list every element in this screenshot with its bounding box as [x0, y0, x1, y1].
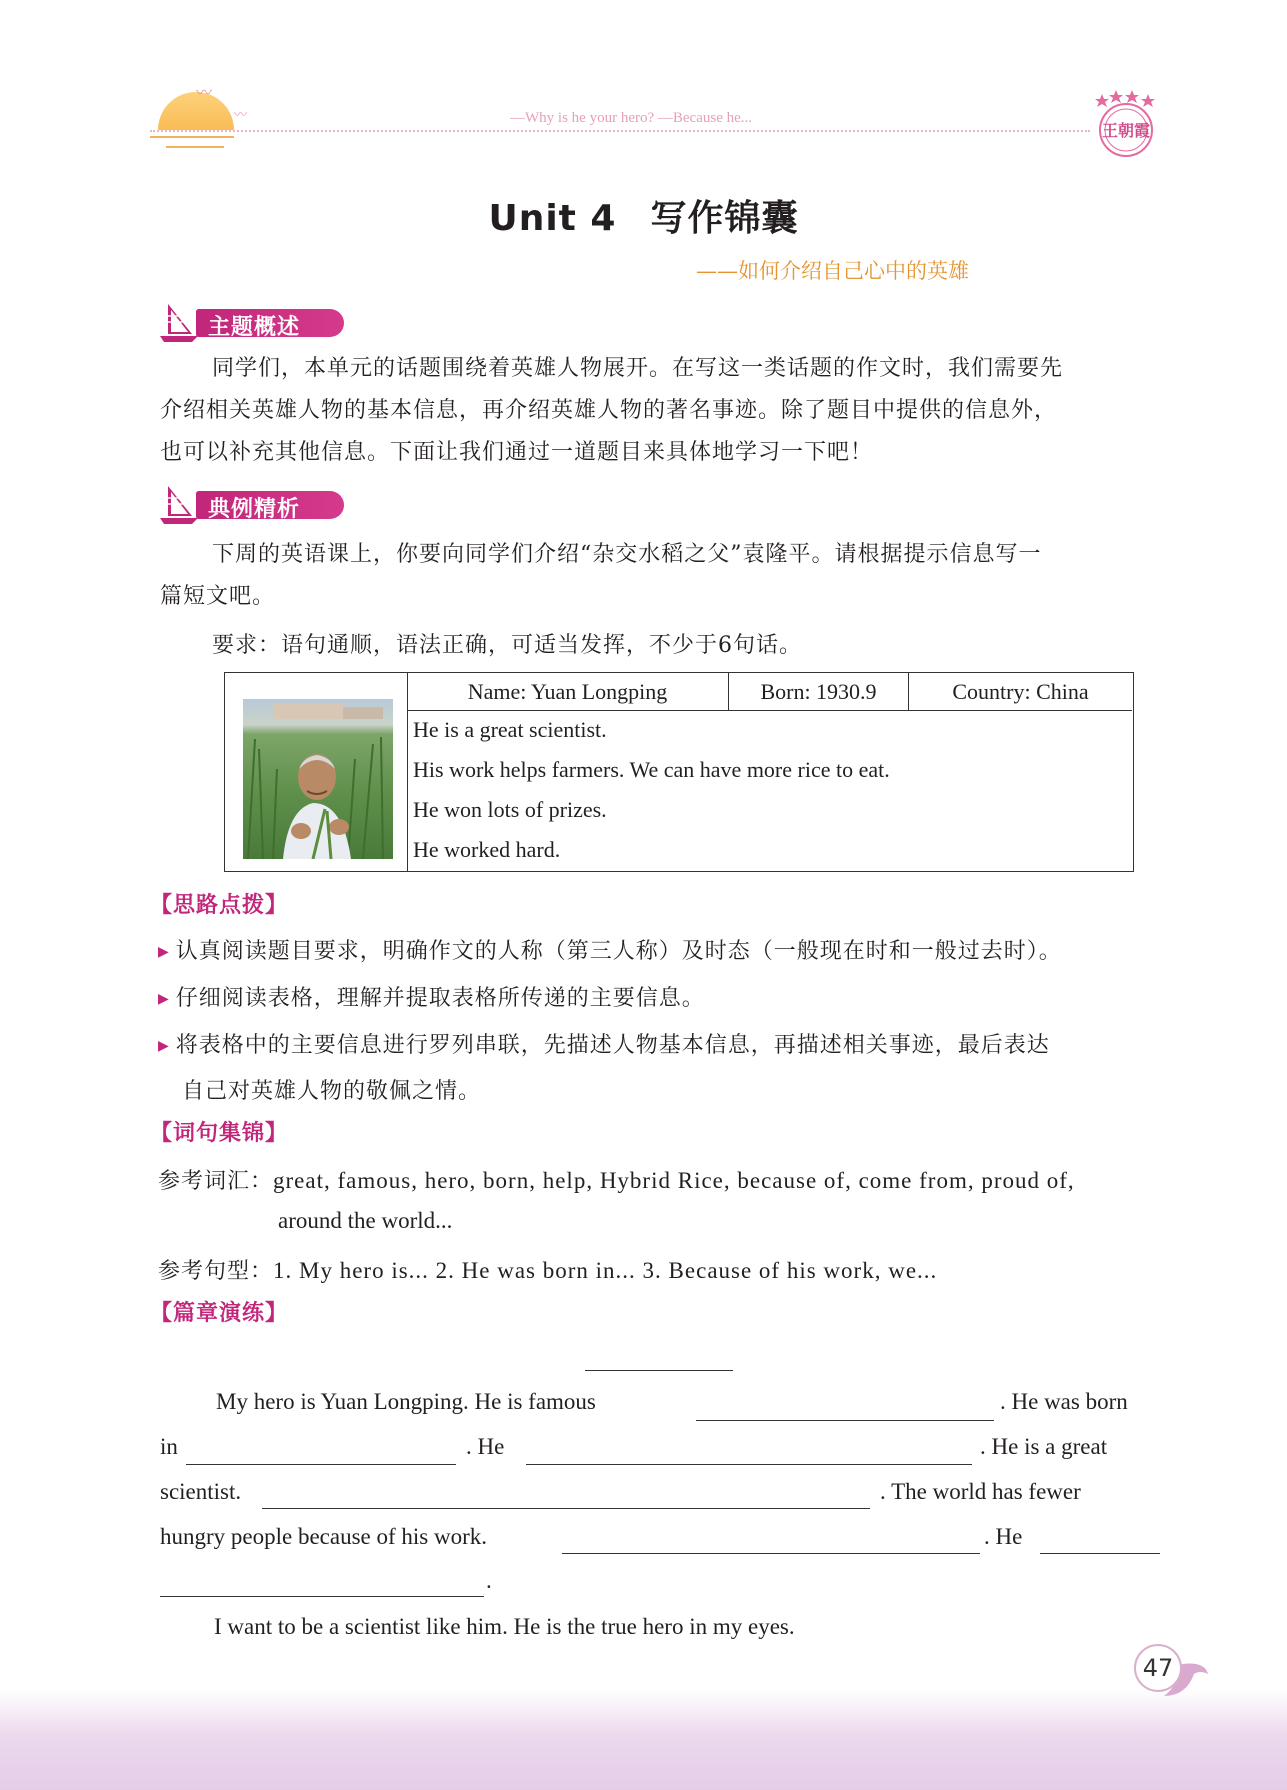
svg-text:王朝霞: 王朝霞 [1101, 121, 1151, 140]
essay-blank-2[interactable] [186, 1442, 456, 1465]
footer-band [0, 1690, 1287, 1790]
overview-line-2: 介绍相关英雄人物的基本信息，再介绍英雄人物的著名事迹。除了题目中提供的信息外， [160, 398, 1058, 423]
essay-blank-5[interactable] [562, 1531, 980, 1554]
essay-blank-1[interactable] [696, 1398, 994, 1421]
thinking-bullet [158, 934, 1062, 965]
thinking-bullet [158, 981, 705, 1012]
vocab-words [158, 1164, 1075, 1195]
overview-line-3: 也可以补充其他信息。下面让我们通过一道题目来具体地学习一下吧！ [160, 440, 874, 465]
prompt-line-2: 篇短文吧。 [160, 584, 276, 609]
essay-blank-6[interactable] [1040, 1531, 1160, 1554]
triangle-bullet-icon: ▶ [158, 991, 170, 1007]
requirement-text: 要求：语句通顺，语法正确，可适当发挥，不少于6句话。 [212, 633, 802, 658]
sentences-label: 参考句型： [158, 1259, 274, 1284]
example-prompt [160, 534, 1160, 618]
table-country-cell: Country: China [909, 673, 1132, 711]
unit-label: Unit 4 [488, 198, 617, 239]
triangle-bullet-icon: ▶ [158, 1038, 170, 1054]
essay-text: . He was born [1000, 1389, 1128, 1414]
bullet-text: 认真阅读题目要求，明确作文的人称（第三人称）及时态（一般现在时和一般过去时）。 [175, 939, 1062, 964]
vocab-tag: 【词句集锦】 [150, 1121, 289, 1146]
words-list-cont: around the world... [278, 1208, 453, 1233]
decor-line [150, 136, 234, 138]
table-fact-row: He is a great scientist. [413, 717, 607, 742]
essay-text: in [160, 1434, 178, 1459]
thinking-bullet [158, 1028, 1050, 1059]
photo-cell [225, 673, 408, 871]
bird-icon: 〰 [196, 83, 213, 102]
essay-title-blank[interactable] [585, 1348, 733, 1371]
bird-icon: 〰 [234, 108, 248, 123]
vocab-sentences [158, 1254, 937, 1285]
header-rule [150, 130, 1090, 132]
practice-tag: 【篇章演练】 [150, 1301, 289, 1326]
essay-text: . He is a great [980, 1434, 1108, 1459]
decor-line [166, 146, 224, 148]
section-banner-overview [158, 302, 348, 342]
essay-text: . He [984, 1524, 1023, 1549]
essay-text: My hero is Yuan Longping. He is famous [216, 1389, 596, 1414]
section-banner-example [158, 484, 348, 524]
essay-text: hungry people because of his work. [160, 1524, 488, 1549]
prompt-line-1: 下周的英语课上，你要向同学们介绍“杂交水稻之父”袁隆平。请根据提示信息写一 [212, 542, 1042, 567]
table-born-cell: Born: 1930.9 [729, 673, 909, 711]
essay-text: . The world has fewer [880, 1479, 1081, 1504]
bullet-text: 仔细阅读表格，理解并提取表格所传递的主要信息。 [175, 986, 705, 1011]
table-fact-row: His work helps farmers. We can have more rice to eat. [413, 757, 890, 782]
overview-paragraph [160, 348, 1160, 474]
yuan-longping-photo [243, 699, 393, 859]
info-table [224, 672, 1134, 872]
unit-topic: 写作锦囊 [650, 198, 799, 239]
bullet-continuation: 自己对英雄人物的敬佩之情。 [182, 1079, 482, 1104]
essay-closing: I want to be a scientist like him. He is the true hero in my eyes. [214, 1614, 795, 1639]
page-title [0, 190, 1287, 241]
essay-blank-3[interactable] [526, 1442, 972, 1465]
words-list: great, famous, hero, born, help, Hybrid Rice, because of, come from, proud of, [273, 1168, 1075, 1193]
sentences-list: 1. My hero is... 2. He was born in... 3. Because of his work, we... [273, 1258, 938, 1283]
table-fact-row: He won lots of prizes. [413, 797, 607, 822]
overview-line-1: 同学们，本单元的话题围绕着英雄人物展开。在写这一类话题的作文时，我们需要先 [212, 356, 1064, 381]
essay-text: . [486, 1568, 492, 1593]
banner-label: 主题概述 [208, 315, 301, 340]
words-label: 参考词汇： [158, 1169, 274, 1194]
banner-label: 典例精析 [208, 497, 301, 522]
table-name-cell: Name: Yuan Longping [407, 673, 729, 711]
running-title: —Why is he your hero? —Because he... [510, 110, 753, 126]
wangchaoxia-logo-icon [1088, 88, 1164, 160]
triangle-bullet-icon: ▶ [158, 944, 170, 960]
thinking-tag: 【思路点拨】 [150, 893, 289, 918]
essay-text: . He [466, 1434, 505, 1459]
essay-line-1 [216, 1389, 596, 1415]
table-fact-row: He worked hard. [413, 837, 561, 862]
bullet-text: 将表格中的主要信息进行罗列串联，先描述人物基本信息，再描述相关事迹，最后表达 [175, 1033, 1050, 1058]
page-subtitle: ——如何介绍自己心中的英雄 [696, 259, 969, 283]
essay-blank-7[interactable] [160, 1574, 484, 1597]
page-number: 47 [1134, 1644, 1182, 1692]
essay-text: scientist. [160, 1479, 242, 1504]
essay-blank-4[interactable] [262, 1486, 870, 1509]
